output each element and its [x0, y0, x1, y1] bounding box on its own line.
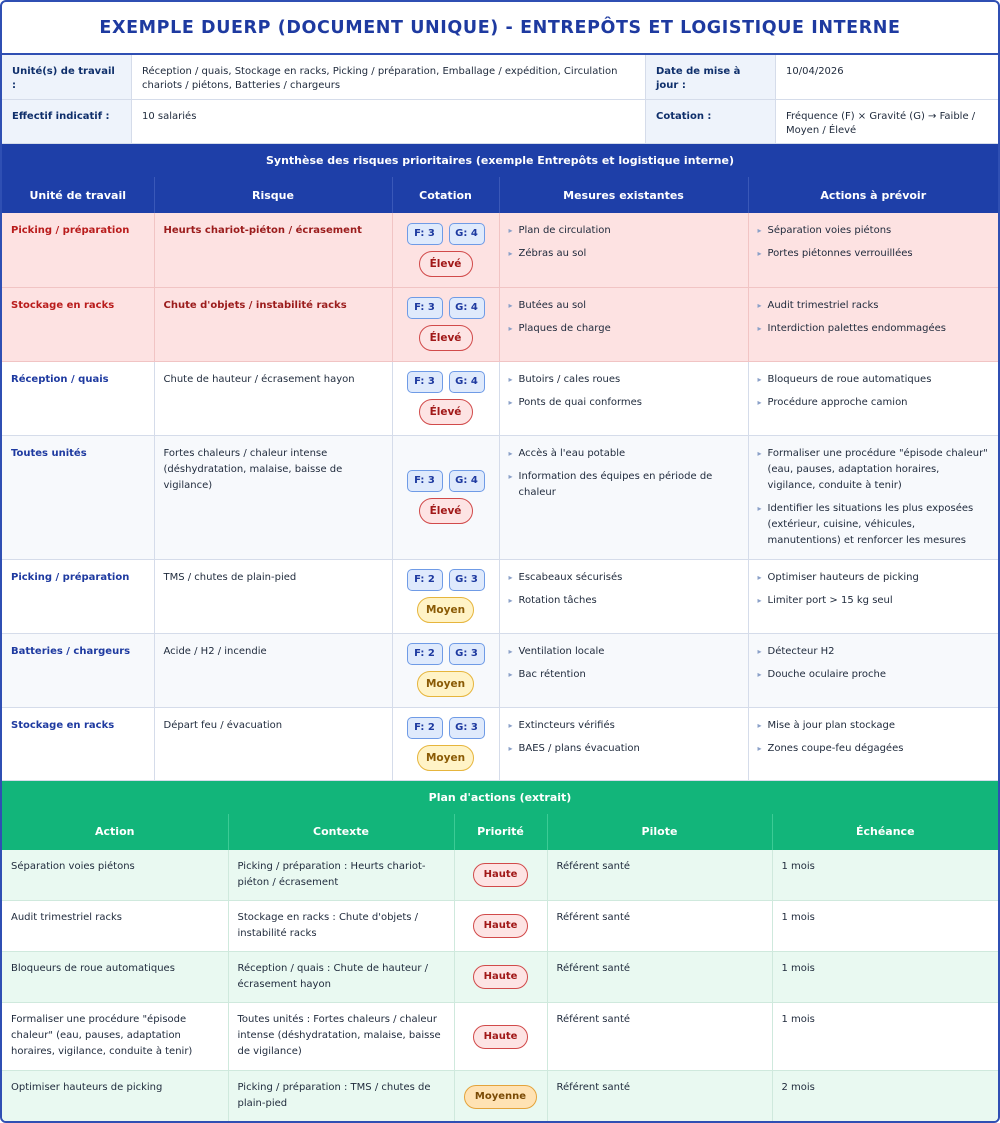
- frequency-gravity: [397, 297, 495, 319]
- plan-deadline: 2 mois: [772, 1071, 998, 1123]
- risk-cotation: [392, 559, 499, 633]
- gravity-chip: G: 3: [449, 643, 485, 665]
- risk-row: [2, 633, 998, 707]
- risk-column-header: Mesures existantes: [499, 177, 748, 213]
- actions-list: [758, 298, 990, 337]
- risk-level-badge: Moyen: [417, 745, 474, 771]
- risk-row: [2, 707, 998, 780]
- risk-unit: Stockage en racks: [2, 707, 154, 780]
- plan-action: Optimiser hauteurs de picking: [2, 1071, 228, 1123]
- measures-list: [509, 223, 739, 262]
- risk-name: Chute d'objets / instabilité racks: [154, 287, 392, 361]
- plan-column-header: Échéance: [772, 814, 998, 850]
- plan-context: Toutes unités : Fortes chaleurs / chaleur intense (déshydratation, malaise, baisse de vigilance): [228, 1003, 454, 1071]
- staff-value: 10 salariés: [132, 100, 646, 144]
- action-item: ▸ Procédure approche camion: [758, 395, 990, 411]
- actions-list: [758, 644, 990, 683]
- plan-column-header: Action: [2, 814, 228, 850]
- plan-action: Audit trimestriel racks: [2, 901, 228, 952]
- measure-item: ▸ Information des équipes en période de chaleur: [509, 469, 739, 501]
- existing-measures: [499, 559, 748, 633]
- cotation-value: Fréquence (F) × Gravité (G) → Faible / Moyen / Élevé: [776, 100, 998, 144]
- plan-row: [2, 850, 998, 901]
- plan-pilot: Référent santé: [547, 1071, 772, 1123]
- measure-item: ▸ Rotation tâches: [509, 593, 739, 609]
- risk-row: [2, 287, 998, 361]
- action-item: ▸ Interdiction palettes endommagées: [758, 321, 990, 337]
- planned-actions: [748, 287, 998, 361]
- plan-table: [2, 814, 998, 1123]
- measure-item: ▸ Plaques de charge: [509, 321, 739, 337]
- frequency-chip: F: 2: [407, 643, 443, 665]
- action-item: ▸ Détecteur H2: [758, 644, 990, 660]
- risk-level-badge: Moyen: [417, 597, 474, 623]
- measure-item: ▸ Ponts de quai conformes: [509, 395, 739, 411]
- priority-badge: Haute: [473, 914, 529, 938]
- risk-column-header: Unité de travail: [2, 177, 154, 213]
- actions-list: [758, 223, 990, 262]
- risk-cotation: [392, 707, 499, 780]
- plan-priority: [454, 901, 547, 952]
- measures-list: [509, 718, 739, 757]
- frequency-gravity: [397, 371, 495, 393]
- gravity-chip: G: 4: [449, 297, 485, 319]
- measure-item: ▸ Zébras au sol: [509, 246, 739, 262]
- risk-cotation: [392, 213, 499, 287]
- cotation-label: Cotation :: [646, 100, 776, 144]
- plan-priority: [454, 1071, 547, 1123]
- risk-cotation: [392, 287, 499, 361]
- action-item: ▸ Mise à jour plan stockage: [758, 718, 990, 734]
- gravity-chip: G: 4: [449, 223, 485, 245]
- existing-measures: [499, 435, 748, 559]
- frequency-chip: F: 3: [407, 297, 443, 319]
- plan-action: Bloqueurs de roue automatiques: [2, 952, 228, 1003]
- action-item: ▸ Portes piétonnes verrouillées: [758, 246, 990, 262]
- plan-column-header: Priorité: [454, 814, 547, 850]
- frequency-gravity: [397, 643, 495, 665]
- priority-badge: Haute: [473, 1025, 529, 1049]
- gravity-chip: G: 4: [449, 371, 485, 393]
- measure-item: ▸ Escabeaux sécurisés: [509, 570, 739, 586]
- risk-level-badge: Moyen: [417, 671, 474, 697]
- planned-actions: [748, 707, 998, 780]
- risk-section-title: Synthèse des risques prioritaires (exemple Entrepôts et logistique interne): [2, 144, 998, 177]
- action-item: ▸ Séparation voies piétons: [758, 223, 990, 239]
- action-item: ▸ Limiter port > 15 kg seul: [758, 593, 990, 609]
- measure-item: ▸ Accès à l'eau potable: [509, 446, 739, 462]
- plan-pilot: Référent santé: [547, 952, 772, 1003]
- risk-cotation: [392, 435, 499, 559]
- action-item: ▸ Bloqueurs de roue automatiques: [758, 372, 990, 388]
- actions-list: [758, 372, 990, 411]
- gravity-chip: G: 4: [449, 470, 485, 492]
- action-item: ▸ Optimiser hauteurs de picking: [758, 570, 990, 586]
- plan-pilot: Référent santé: [547, 901, 772, 952]
- date-value: 10/04/2026: [776, 55, 998, 100]
- existing-measures: [499, 361, 748, 435]
- frequency-chip: F: 2: [407, 717, 443, 739]
- existing-measures: [499, 633, 748, 707]
- plan-action: Formaliser une procédure "épisode chaleur" (eau, pauses, adaptation horaires, vigilance, conduite à tenir): [2, 1003, 228, 1071]
- plan-pilot: Référent santé: [547, 850, 772, 901]
- plan-context: Picking / préparation : Heurts chariot-piéton / écrasement: [228, 850, 454, 901]
- plan-deadline: 1 mois: [772, 850, 998, 901]
- risk-name: Heurts chariot-piéton / écrasement: [154, 213, 392, 287]
- risk-row: [2, 435, 998, 559]
- frequency-chip: F: 3: [407, 371, 443, 393]
- action-item: ▸ Douche oculaire proche: [758, 667, 990, 683]
- measures-list: [509, 570, 739, 609]
- risk-name: Départ feu / évacuation: [154, 707, 392, 780]
- measures-list: [509, 644, 739, 683]
- plan-deadline: 1 mois: [772, 1003, 998, 1071]
- risk-name: Chute de hauteur / écrasement hayon: [154, 361, 392, 435]
- plan-priority: [454, 952, 547, 1003]
- risk-level-badge: Élevé: [419, 498, 473, 524]
- planned-actions: [748, 361, 998, 435]
- actions-list: [758, 718, 990, 757]
- plan-column-header: Contexte: [228, 814, 454, 850]
- measure-item: ▸ Butoirs / cales roues: [509, 372, 739, 388]
- plan-section-title: Plan d'actions (extrait): [2, 781, 998, 814]
- risk-level-badge: Élevé: [419, 325, 473, 351]
- priority-badge: Moyenne: [464, 1085, 537, 1109]
- risk-unit: Stockage en racks: [2, 287, 154, 361]
- existing-measures: [499, 707, 748, 780]
- planned-actions: [748, 435, 998, 559]
- plan-row: [2, 901, 998, 952]
- plan-row: [2, 952, 998, 1003]
- plan-context: Picking / préparation : TMS / chutes de plain-pied: [228, 1071, 454, 1123]
- frequency-gravity: [397, 470, 495, 492]
- risk-unit: Picking / préparation: [2, 559, 154, 633]
- planned-actions: [748, 559, 998, 633]
- frequency-gravity: [397, 223, 495, 245]
- plan-action: Séparation voies piétons: [2, 850, 228, 901]
- staff-label: Effectif indicatif :: [2, 100, 132, 144]
- frequency-gravity: [397, 569, 495, 591]
- frequency-chip: F: 2: [407, 569, 443, 591]
- units-value: Réception / quais, Stockage en racks, Picking / préparation, Emballage / expédition, Circulation chariots / piétons, Batteries / chargeurs: [132, 55, 646, 100]
- risk-cotation: [392, 361, 499, 435]
- measures-list: [509, 446, 739, 501]
- plan-row: [2, 1071, 998, 1123]
- date-label: Date de mise à jour :: [646, 55, 776, 100]
- gravity-chip: G: 3: [449, 717, 485, 739]
- risk-cotation: [392, 633, 499, 707]
- measures-list: [509, 298, 739, 337]
- risk-level-badge: Élevé: [419, 399, 473, 425]
- plan-priority: [454, 1003, 547, 1071]
- measure-item: ▸ Bac rétention: [509, 667, 739, 683]
- action-item: ▸ Audit trimestriel racks: [758, 298, 990, 314]
- measure-item: ▸ Ventilation locale: [509, 644, 739, 660]
- plan-priority: [454, 850, 547, 901]
- risk-name: Fortes chaleurs / chaleur intense (déshydratation, malaise, baisse de vigilance): [154, 435, 392, 559]
- risk-level-badge: Élevé: [419, 251, 473, 277]
- document-title: EXEMPLE DUERP (DOCUMENT UNIQUE) - ENTREPÔTS ET LOGISTIQUE INTERNE: [2, 2, 998, 55]
- measure-item: ▸ BAES / plans évacuation: [509, 741, 739, 757]
- risk-row: [2, 361, 998, 435]
- priority-badge: Haute: [473, 863, 529, 887]
- measure-item: ▸ Plan de circulation: [509, 223, 739, 239]
- planned-actions: [748, 633, 998, 707]
- risk-unit: Picking / préparation: [2, 213, 154, 287]
- risk-name: Acide / H2 / incendie: [154, 633, 392, 707]
- actions-list: [758, 570, 990, 609]
- frequency-chip: F: 3: [407, 470, 443, 492]
- plan-row: [2, 1003, 998, 1071]
- risk-unit: Réception / quais: [2, 361, 154, 435]
- risk-unit: Batteries / chargeurs: [2, 633, 154, 707]
- plan-deadline: 1 mois: [772, 901, 998, 952]
- action-item: ▸ Identifier les situations les plus exposées (extérieur, cuisine, véhicules, manutentions) et renforcer les mesures: [758, 501, 990, 549]
- frequency-chip: F: 3: [407, 223, 443, 245]
- existing-measures: [499, 213, 748, 287]
- frequency-gravity: [397, 717, 495, 739]
- risk-unit: Toutes unités: [2, 435, 154, 559]
- risk-column-header: Actions à prévoir: [748, 177, 998, 213]
- action-item: ▸ Zones coupe-feu dégagées: [758, 741, 990, 757]
- risk-row: [2, 213, 998, 287]
- measure-item: ▸ Butées au sol: [509, 298, 739, 314]
- existing-measures: [499, 287, 748, 361]
- units-label: Unité(s) de travail :: [2, 55, 132, 100]
- actions-list: [758, 446, 990, 549]
- gravity-chip: G: 3: [449, 569, 485, 591]
- plan-context: Stockage en racks : Chute d'objets / instabilité racks: [228, 901, 454, 952]
- plan-context: Réception / quais : Chute de hauteur / écrasement hayon: [228, 952, 454, 1003]
- meta-grid: [2, 55, 998, 144]
- measure-item: ▸ Extincteurs vérifiés: [509, 718, 739, 734]
- action-item: ▸ Formaliser une procédure "épisode chaleur" (eau, pauses, adaptation horaires, vigilance, conduite à tenir): [758, 446, 990, 494]
- risk-row: [2, 559, 998, 633]
- plan-pilot: Référent santé: [547, 1003, 772, 1071]
- measures-list: [509, 372, 739, 411]
- risk-column-header: Risque: [154, 177, 392, 213]
- plan-deadline: 1 mois: [772, 952, 998, 1003]
- priority-badge: Haute: [473, 965, 529, 989]
- plan-column-header: Pilote: [547, 814, 772, 850]
- risk-column-header: Cotation: [392, 177, 499, 213]
- risk-table: [2, 177, 998, 781]
- planned-actions: [748, 213, 998, 287]
- risk-name: TMS / chutes de plain-pied: [154, 559, 392, 633]
